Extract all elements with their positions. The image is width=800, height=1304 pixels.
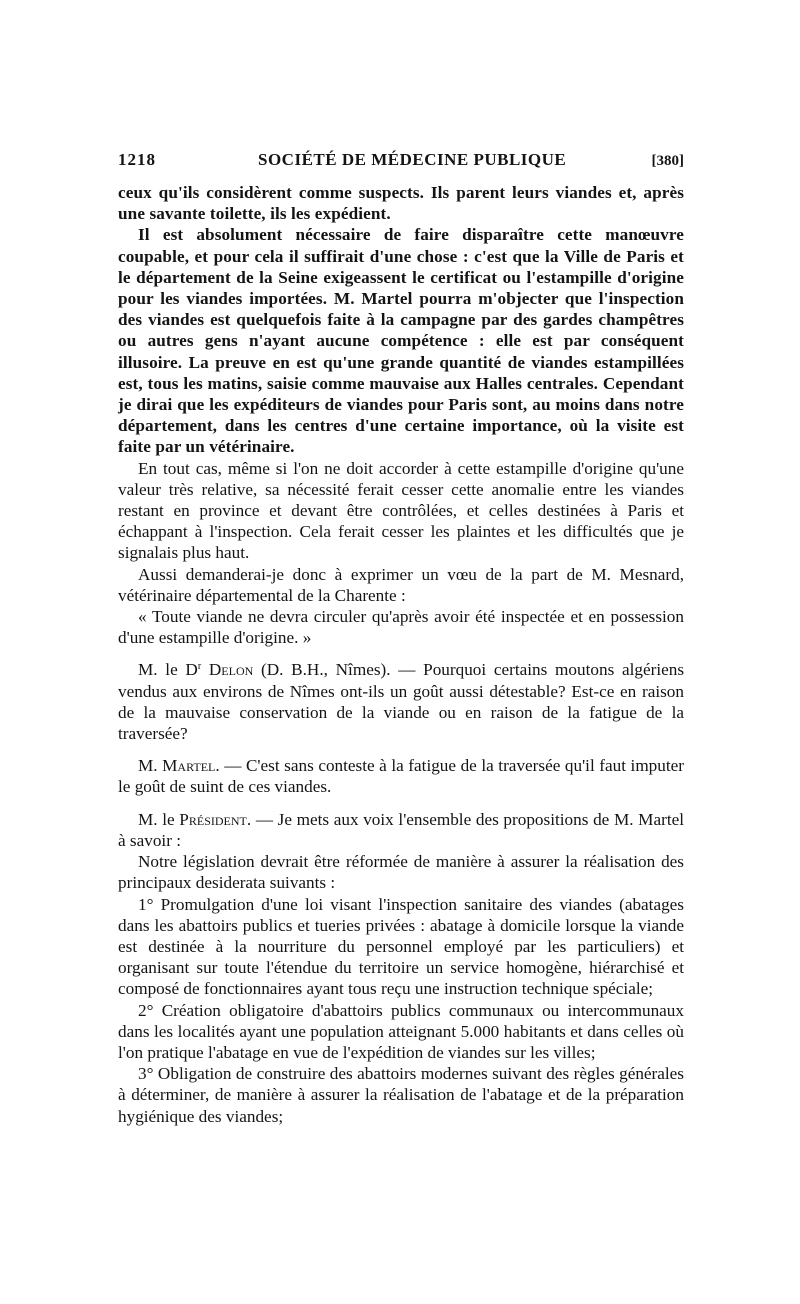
page-number: 1218 [118, 150, 156, 169]
paragraph-delon [118, 659, 684, 744]
president-text: — Je mets aux voix l'ensemble des propositions de M. Martel à savoir : [118, 809, 684, 850]
speaker-title-superscript: r [197, 661, 202, 673]
paragraph-martel [118, 755, 684, 797]
proposition-1: 1° Promulgation d'une loi visant l'inspection sanitaire des viandes (abatages dans les abattoirs publics et tueries privées : abatage à domicile lorsque la viande est destinée à la nourriture du personnel employé par les particuliers) et organisant sur toute l'étendue du territoire un service homogène, hiérarchisé et composé de fonctionnaires ayant tous reçu une instruction technique spéciale; [118, 894, 684, 999]
paragraph-continuation: ceux qu'ils considèrent comme suspects. Ils parent leurs viandes et, après une savante toilette, ils les expédient. [118, 183, 684, 224]
paragraph-voeu-quote: « Toute viande ne devra circuler qu'après avoir été inspectée et en possession d'une estampille d'origine. » [118, 607, 684, 648]
paragraph-president [118, 809, 684, 851]
delon-text: (D. B.H., Nîmes). — Pourquoi certains moutons algériens vendus aux environs de Nîmes ont-ils un goût aussi détestable? Est-ce en raison de la mauvaise conservation de la viande ou en raison de la fatigue de la traversée? [118, 660, 685, 744]
running-title: SOCIÉTÉ DE MÉDECINE PUBLIQUE [258, 150, 567, 169]
speaker-name-delon: Delon [208, 660, 254, 680]
martel-text: — C'est sans conteste à la fatigue de la traversée qu'il faut imputer le goût de suint de ces viandes. [118, 756, 684, 797]
folio-number: [380] [651, 153, 684, 169]
proposition-2: 2° Création obligatoire d'abattoirs publics communaux ou intercommunaux dans les localités ayant une population atteignant 5.000 habitants et dans celles où l'on pratique l'abatage en vue de l'expédition de viandes sur les villes; [118, 1000, 684, 1062]
paragraph-en-tout-cas: En tout cas, même si l'on ne doit accorder à cette estampille d'origine qu'une valeur très relative, sa nécessité ferait cesser cette anomalie entre les viandes restant en province et devant être contrôlées, et celles destinées à Paris et échappant à l'inspection. Cela ferait cesser les plaintes et les difficultés que je signalais plus haut. [118, 458, 684, 563]
page-header [118, 150, 684, 176]
speaker-prefix: M. le D [138, 660, 198, 680]
body-text [118, 182, 684, 1127]
paragraph-estampille: Il est absolument nécessaire de faire disparaître cette manœuvre coupable, et pour cela il suffirait d'une chose : c'est que la Ville de Paris et le département de la Seine exigeassent le certificat ou l'estampille d'origine pour les viandes importées. M. Martel pourra m'objecter que l'inspection des viandes est quelquefois faite à la campagne par des gardes champêtres ou autres gens n'ayant aucune compétence : elle est par conséquent illusoire. La preuve en est qu'une grande quantité de viandes estampillées est, tous les matins, saisie comme mauvaise aux Halles centrales. Cependant je dirai que les expéditeurs de viandes pour Paris sont, au moins dans notre département, dans les centres d'une certaine importance, où la visite est faite par un vétérinaire. [118, 225, 684, 457]
speaker-name-president: Président. [179, 809, 252, 829]
paragraph-voeu-intro: Aussi demanderai-je donc à exprimer un vœu de la part de M. Mesnard, vétérinaire départemental de la Charente : [118, 564, 684, 605]
proposition-3: 3° Obligation de construire des abattoirs modernes suivant des règles générales à déterminer, de manière à assurer la réalisation de l'abatage et de la préparation hygiénique des viandes; [118, 1064, 684, 1126]
paragraph-legislation: Notre législation devrait être réformée de manière à assurer la réalisation des principaux desiderata suivants : [118, 852, 684, 893]
speaker-prefix-president: M. le [138, 809, 175, 829]
speaker-name-martel: M. Martel. [138, 756, 220, 776]
